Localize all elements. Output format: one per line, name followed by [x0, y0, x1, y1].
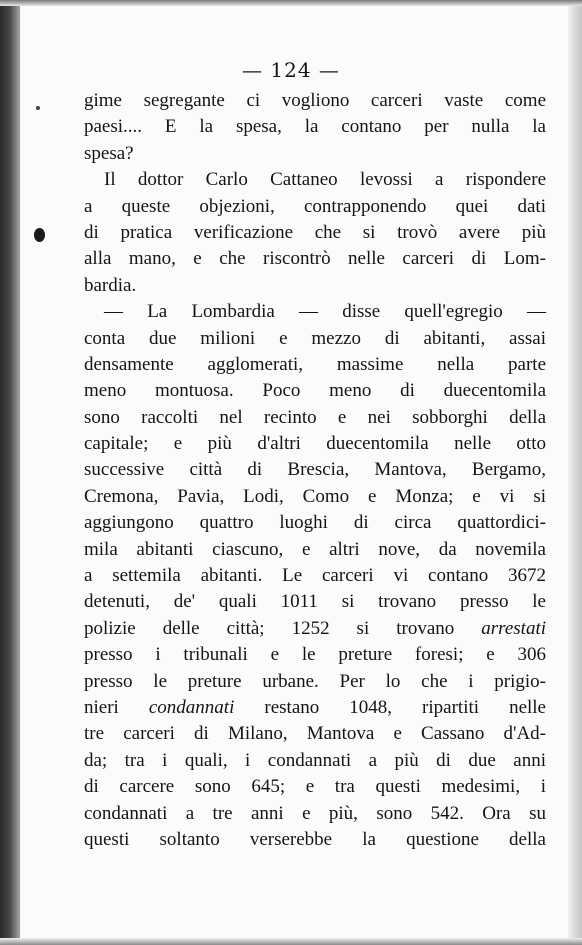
- ink-blot: [34, 228, 45, 242]
- text-run: restano 1048, ripartiti nelle: [234, 696, 546, 718]
- text-run: nieri: [84, 696, 149, 718]
- text-run: polizie delle città; 1252 si trovano: [84, 617, 482, 639]
- text-line: gime segregante ci vogliono carceri vaste come: [84, 90, 546, 111]
- text-line: di carcere sono 645; e tra questi medesimi, i: [84, 776, 546, 798]
- text-line: aggiungono quattro luoghi di circa quattordici-: [84, 512, 546, 534]
- text-line: — La Lombardia — disse quell'egregio —: [104, 301, 546, 323]
- text-line: condannati a tre anni e più, sono 542. Ora su: [84, 802, 546, 824]
- text-line: Il dottor Carlo Cattaneo levossi a rispondere: [104, 169, 546, 191]
- text-line: da; tra i quali, i condannati a più di due anni: [84, 749, 546, 771]
- text-line: bardia.: [84, 274, 137, 296]
- text-line: presso le preture urbane. Per lo che i prigio-: [84, 670, 546, 692]
- text-line: [84, 695, 546, 721]
- page-number: — 124 —: [242, 58, 340, 82]
- text-line: detenuti, de' quali 1011 si trovano presso le: [84, 591, 546, 613]
- text-line: meno montuosa. Poco meno di duecentomila: [84, 380, 546, 402]
- italic-word: arrestati: [481, 617, 546, 639]
- text-line: densamente agglomerati, massime nella parte: [84, 353, 546, 375]
- text-line: presso i tribunali e le preture foresi; e 306: [84, 644, 546, 666]
- body-text: [84, 88, 546, 853]
- text-line: a queste objezioni, contrapponendo quei dati: [84, 195, 546, 217]
- text-line: alla mano, e che riscontrò nelle carceri di Lom-: [84, 248, 546, 270]
- text-line: spesa?: [84, 142, 134, 164]
- speck: [36, 106, 40, 110]
- text-line: questi soltanto verserebbe la questione della: [84, 828, 546, 850]
- scanner-edge-right: [568, 0, 582, 945]
- text-line: conta due milioni e mezzo di abitanti, assai: [84, 327, 546, 349]
- text-line: capitale; e più d'altri duecentomila nelle otto: [84, 433, 546, 455]
- text-line: tre carceri di Milano, Mantova e Cassano d'Ad-: [84, 723, 546, 745]
- italic-word: condannati: [148, 696, 235, 718]
- scanner-edge-bottom: [0, 938, 582, 945]
- text-line: a settemila abitanti. Le carceri vi contano 3672: [84, 565, 546, 587]
- text-line: di pratica verificazione che si trovò avere più: [84, 221, 546, 243]
- text-line: successive città di Brescia, Mantova, Bergamo,: [84, 459, 546, 481]
- scanner-edge-top: [0, 0, 582, 6]
- text-line: paesi.... E la spesa, la contano per nulla la: [84, 116, 546, 138]
- text-line: sono raccolti nel recinto e nei sobborghi della: [84, 406, 546, 428]
- text-line: Cremona, Pavia, Lodi, Como e Monza; e vi si: [84, 485, 546, 507]
- text-line: mila abitanti ciascuno, e altri nove, da novemila: [84, 538, 546, 560]
- text-line: [84, 616, 546, 642]
